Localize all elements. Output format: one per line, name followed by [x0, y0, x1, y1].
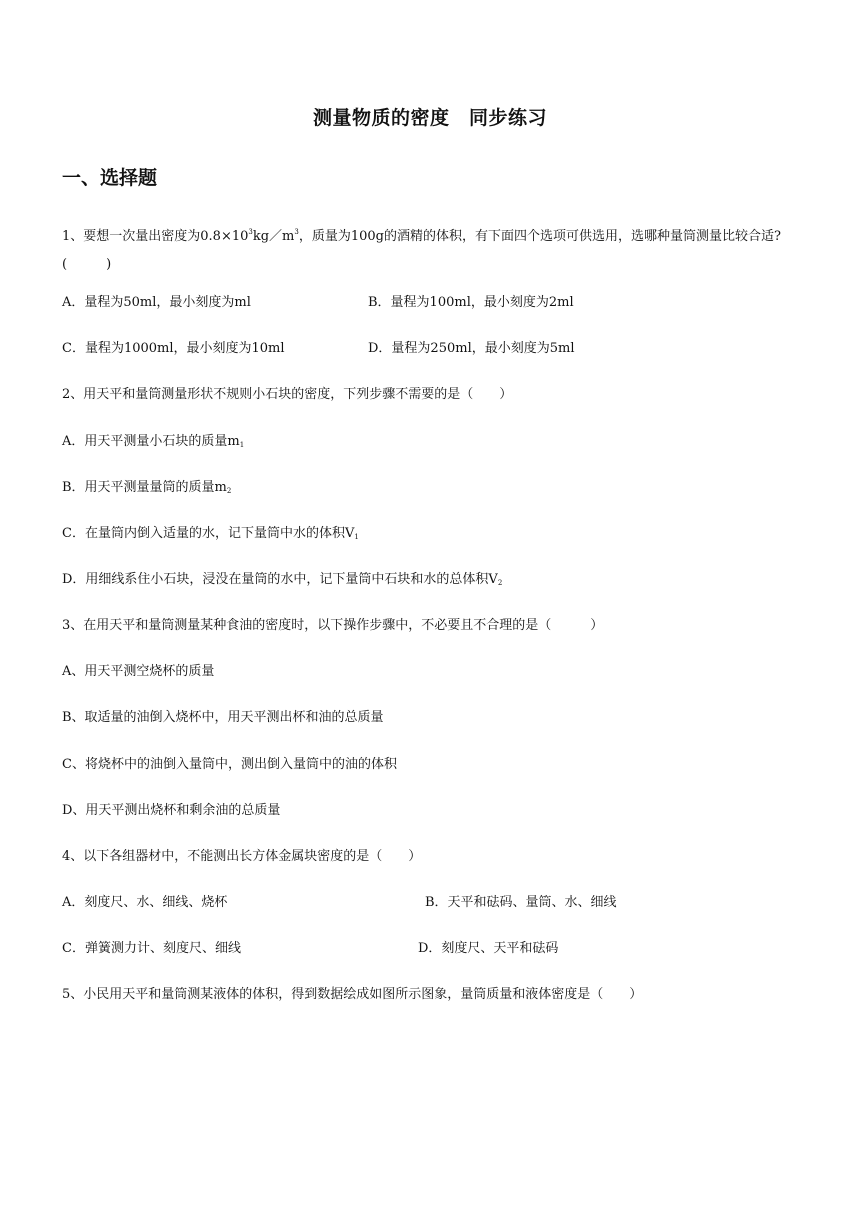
q2-option-d	[62, 571, 502, 592]
q2-option-c-text: C．在量筒内倒入适量的水，记下量筒中水的体积V	[62, 526, 355, 541]
q4-option-a: A．刻度尺、水、细线、烧杯	[62, 895, 228, 910]
q3-option-c: C、将烧杯中的油倒入量筒中，测出倒入量筒中的油的体积	[62, 757, 397, 772]
subscript: 1	[239, 441, 245, 449]
q2-option-d-text: D．用细线系住小石块，浸没在量筒的水中，记下量筒中石块和水的总体积V	[62, 572, 498, 587]
question-1-text-c: ，质量为100g的酒精的体积，有下面四个选项可供选用，选哪种量筒测量比较合适?( )	[62, 229, 781, 272]
subscript: 1	[354, 533, 359, 541]
unit-exponent: 3	[294, 228, 299, 236]
exponent: 3	[248, 228, 253, 236]
question-4: 4、以下各组器材中，不能测出长方体金属块密度的是（ ）	[62, 849, 422, 864]
question-3: 3、在用天平和量筒测量某种食油的密度时，以下操作步骤中，不必要且不合理的是（ ）	[62, 618, 604, 633]
question-1-text-a: 1、要想一次量出密度为0.8×10	[62, 229, 249, 244]
q1-option-b: B．量程为100ml，最小刻度为2ml	[368, 295, 574, 310]
q1-option-a: A．量程为50ml，最小刻度为ml	[62, 295, 251, 310]
q3-option-a: A、用天平测空烧杯的质量	[62, 664, 215, 679]
subscript: 2	[226, 487, 232, 495]
q3-option-b: B、取适量的油倒入烧杯中，用天平测出杯和油的总质量	[62, 710, 384, 725]
q1-option-c: C．量程为1000ml，最小刻度为10ml	[62, 341, 285, 356]
question-2: 2、用天平和量筒测量形状不规则小石块的密度，下列步骤不需要的是（ ）	[62, 387, 513, 402]
subscript: 2	[497, 579, 503, 587]
question-1	[62, 218, 802, 279]
q2-option-c	[62, 525, 359, 546]
q2-option-a	[62, 433, 244, 454]
question-1-text-b: kg／m	[252, 229, 295, 244]
q2-option-b	[62, 479, 231, 500]
page-title: 测量物质的密度 同步练习	[312, 107, 547, 129]
q2-option-b-text: B．用天平测量量筒的质量m	[62, 480, 227, 495]
q4-option-b: B．天平和砝码、量筒、水、细线	[425, 895, 617, 910]
q4-option-d: D．刻度尺、天平和砝码	[418, 941, 559, 956]
question-5: 5、小民用天平和量筒测某液体的体积，得到数据绘成如图所示图象，量筒质量和液体密度是（ ）	[62, 987, 643, 1002]
q4-option-c: C．弹簧测力计、刻度尺、细线	[62, 941, 241, 956]
section-heading: 一、选择题	[62, 167, 158, 189]
q1-option-d: D．量程为250ml，最小刻度为5ml	[368, 341, 575, 356]
q3-option-d: D、用天平测出烧杯和剩余油的总质量	[62, 803, 281, 818]
q2-option-a-text: A．用天平测量小石块的质量m	[62, 434, 240, 449]
